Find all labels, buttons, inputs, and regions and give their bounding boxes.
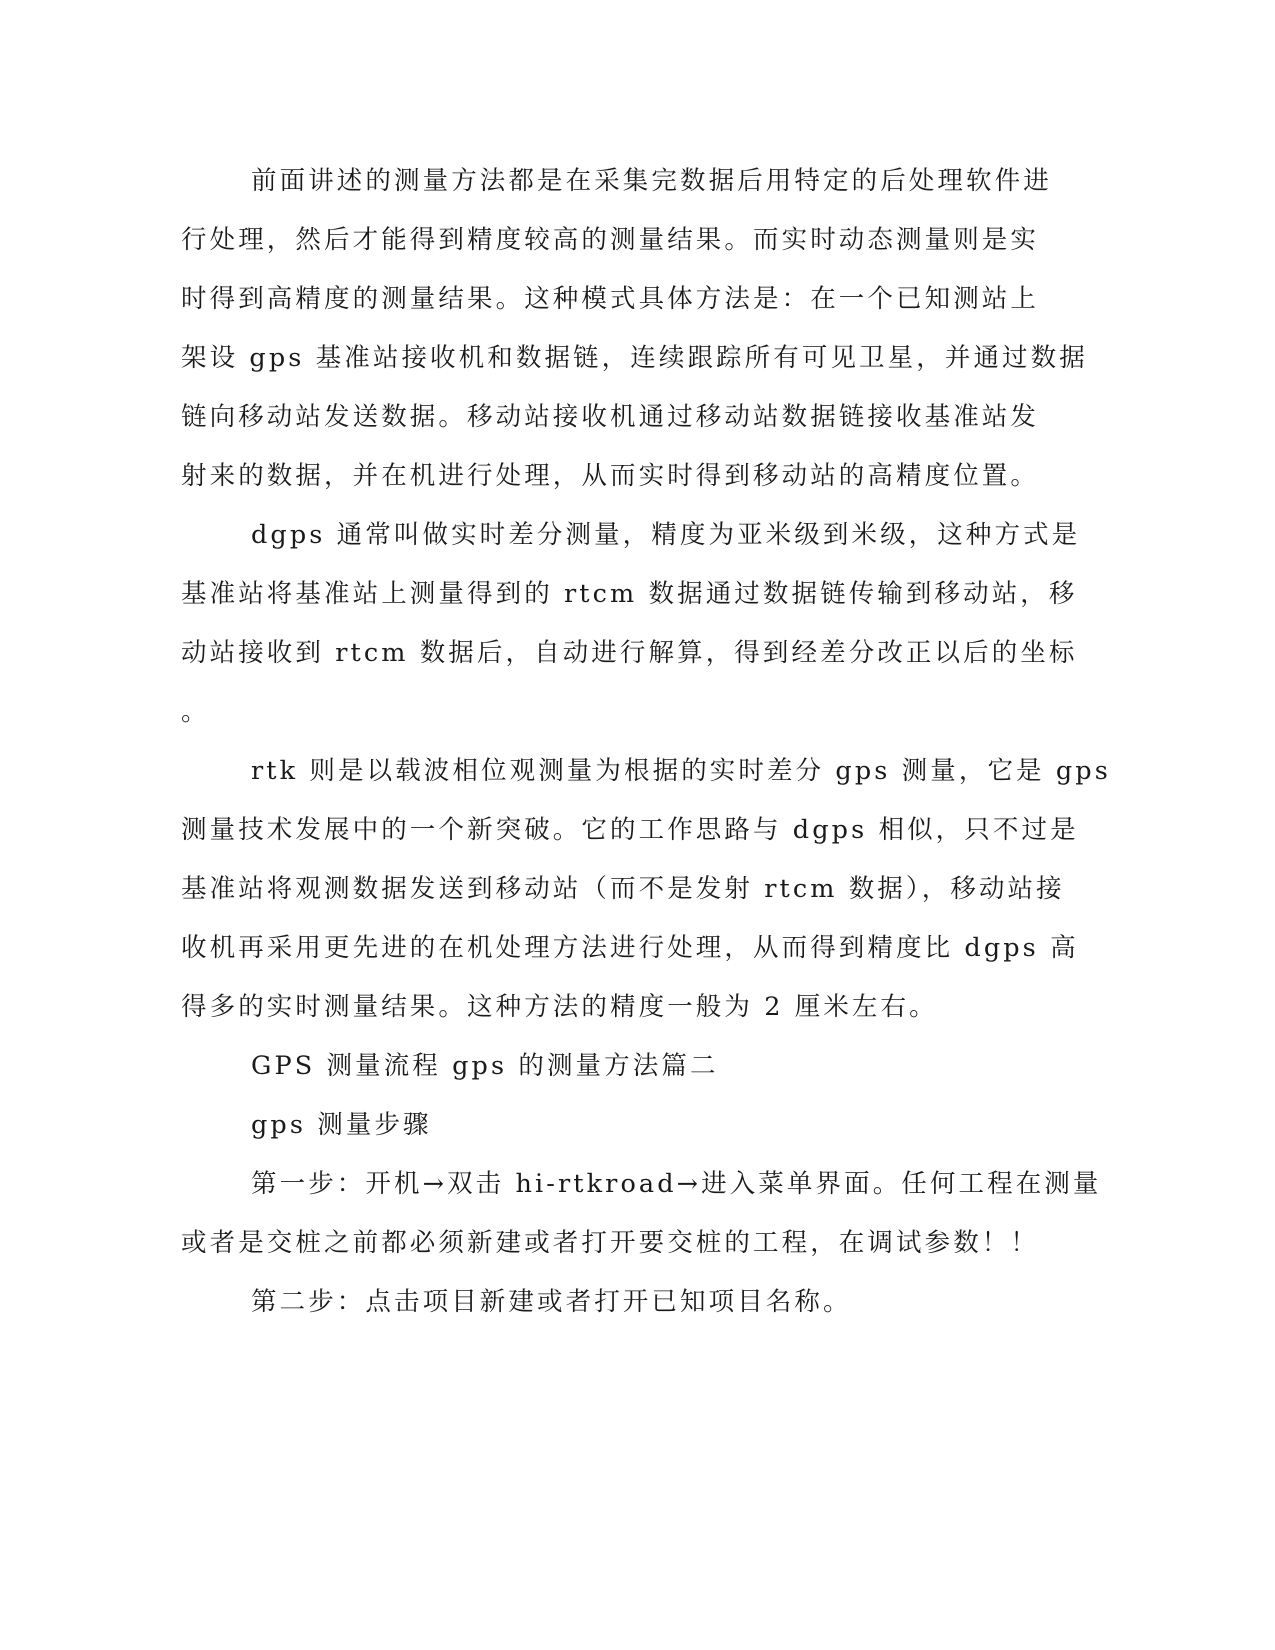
text-line: 测量技术发展中的一个新突破。它的工作思路与 dgps 相似，只不过是 — [181, 815, 1079, 845]
text-line: 链向移动站发送数据。移动站接收机通过移动站数据链接收基准站发 — [181, 402, 1040, 432]
step-text: 第二步：点击项目新建或者打开已知项目名称。 — [251, 1287, 852, 1317]
text-line: 。 — [181, 697, 210, 727]
subheading: gps 测量步骤 — [251, 1110, 432, 1140]
step-text: 第一步：开机→双击 hi-rtkroad→进入菜单界面。任何工程在测量 — [251, 1169, 1102, 1199]
text-line: 行处理，然后才能得到精度较高的测量结果。而实时动态测量则是实 — [181, 225, 1040, 255]
text-line: rtk 则是以载波相位观测量为根据的实时差分 gps 测量，它是 gps — [251, 756, 1111, 786]
step-text: 或者是交桩之前都必须新建或者打开要交桩的工程，在调试参数！！ — [181, 1228, 1040, 1258]
text-line: 动站接收到 rtcm 数据后，自动进行解算，得到经差分改正以后的坐标 — [181, 638, 1078, 668]
text-line: 基准站将观测数据发送到移动站（而不是发射 rtcm 数据），移动站接 — [181, 874, 1065, 904]
text-line: 基准站将基准站上测量得到的 rtcm 数据通过数据链传输到移动站，移 — [181, 579, 1078, 609]
text-line: 前面讲述的测量方法都是在采集完数据后用特定的后处理软件进 — [251, 166, 1052, 196]
text-line: dgps 通常叫做实时差分测量，精度为亚米级到米级，这种方式是 — [251, 520, 1081, 550]
text-line: 得多的实时测量结果。这种方法的精度一般为 2 厘米左右。 — [181, 992, 938, 1022]
text-line: 收机再采用更先进的在机处理方法进行处理，从而得到精度比 dgps 高 — [181, 933, 1079, 963]
text-line: 架设 gps 基准站接收机和数据链，连续跟踪所有可见卫星，并通过数据 — [181, 343, 1088, 373]
text-line: 时得到高精度的测量结果。这种模式具体方法是：在一个已知测站上 — [181, 284, 1040, 314]
document-body — [181, 152, 1111, 1332]
text-line: 射来的数据，并在机进行处理，从而实时得到移动站的高精度位置。 — [181, 461, 1040, 491]
section-heading: GPS 测量流程 gps 的测量方法篇二 — [251, 1051, 719, 1081]
